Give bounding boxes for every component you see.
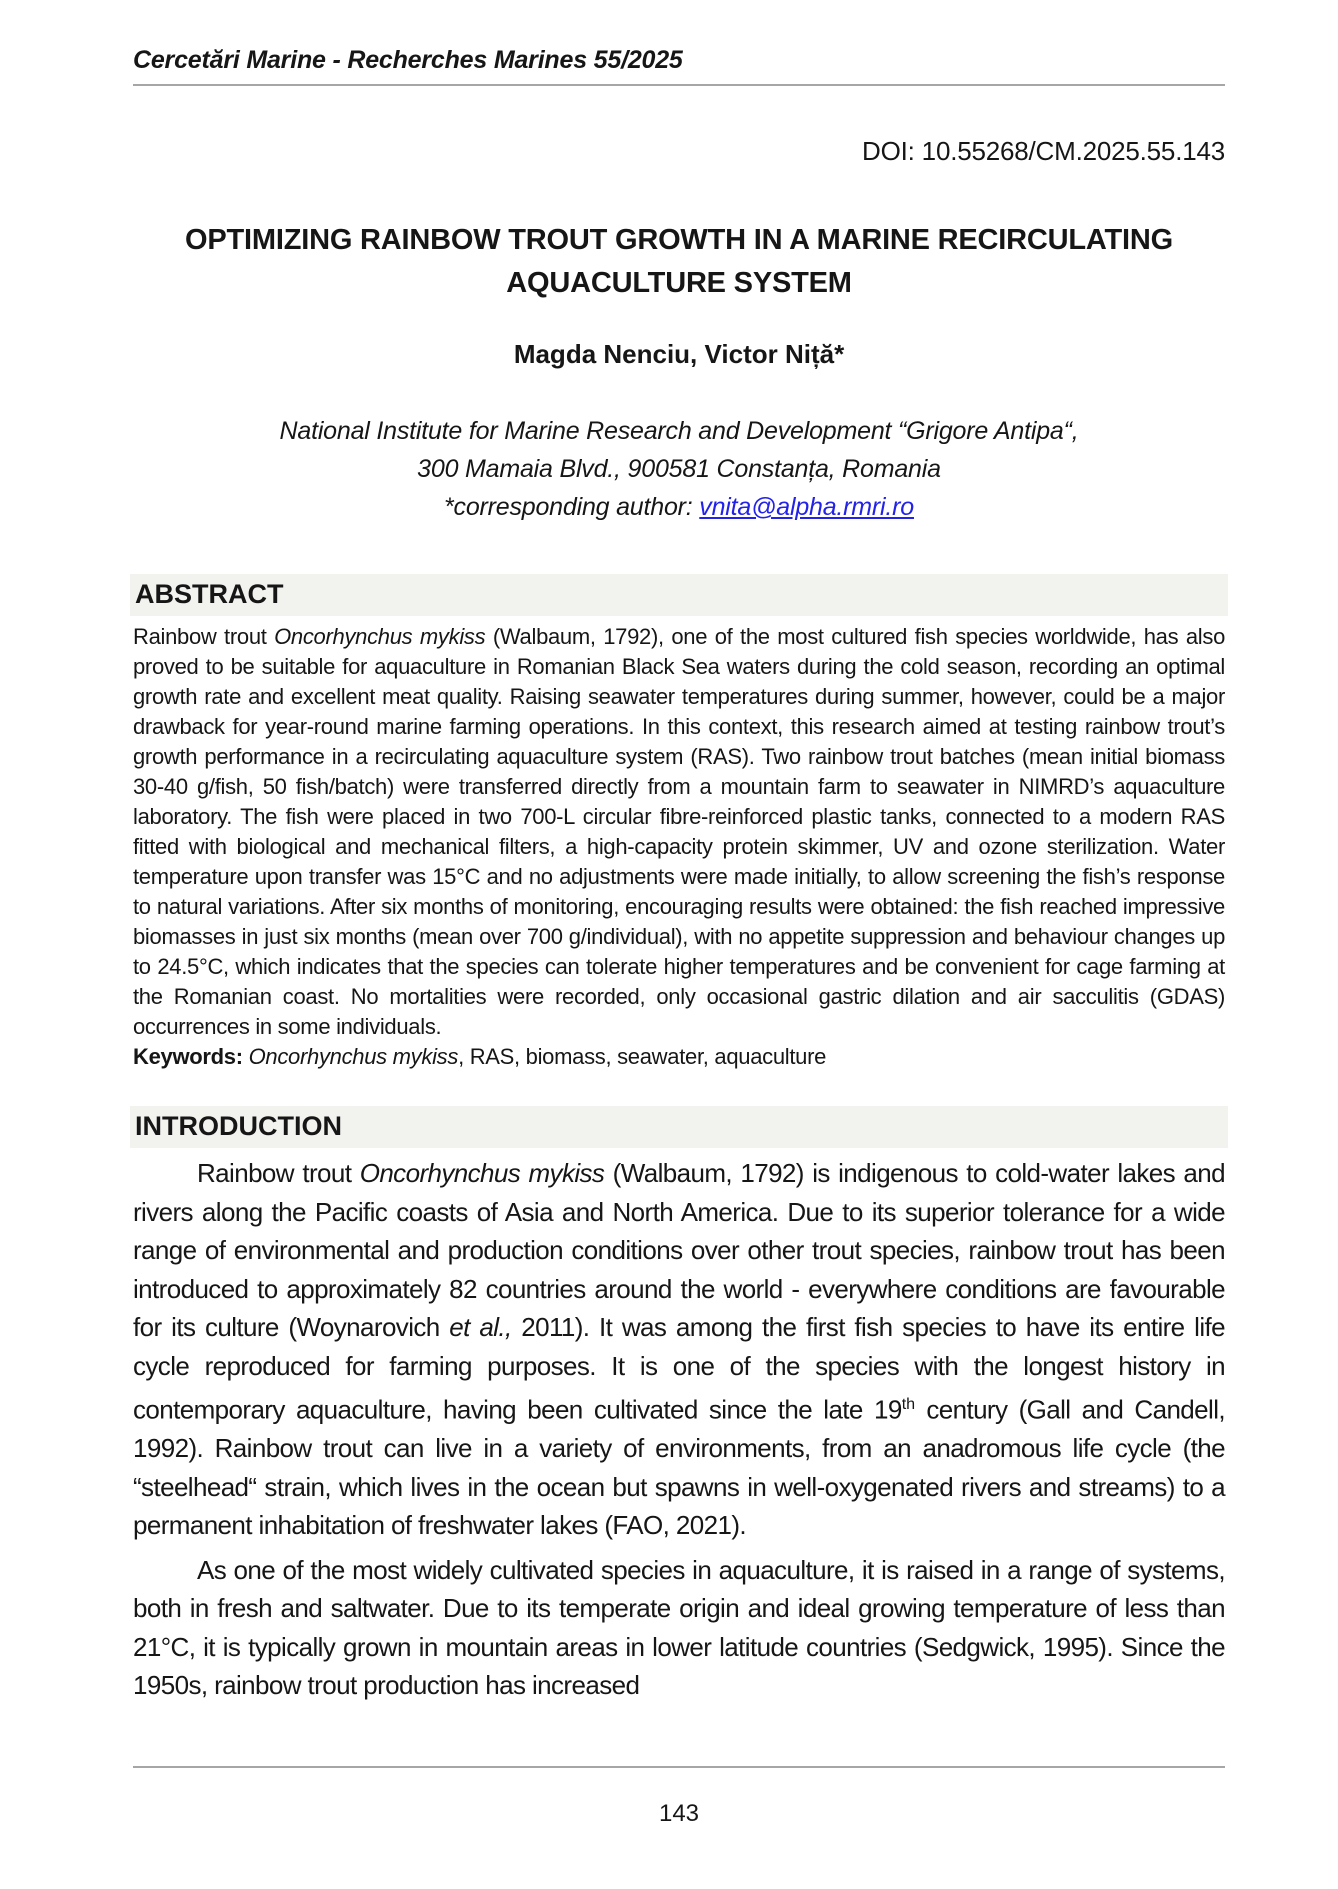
intro-paragraph-1: Rainbow trout Oncorhynchus mykiss (Walbaum, 1792) is indigenous to cold-water lakes and rivers along the Pacific coasts of Asia and North America. Due to its superior tolerance for a wide range of environmental and production conditions over other trout species, rainbow trout has been introduced to approximately 82 countries around the world - everywhere conditions are favourable for its culture (Woynarovich et al., 2011). It was among the first fish species to have its entire life cycle reproduced for farming purposes. It is one of the species with the longest history in contemporary aquaculture, having been cultivated since the late 19th century (Gall and Candell, 1992). Rainbow trout can live in a variety of environments, from an anadromous life cycle (the “steelhead“ strain, which lives in the ocean but spawns in well-oxygenated rivers and streams) to a permanent inhabitation of freshwater lakes (FAO, 2021). <box>133 1158 1225 1541</box>
intro-paragraph-2: As one of the most widely cultivated species in aquaculture, it is raised in a range of systems, both in fresh and saltwater. Due to its temperate origin and ideal growing temperature of less than 21°C, it is typically grown in mountain areas in lower latitude countries (Sedgwick, 1995). Since the 1950s, rainbow trout production has increased <box>133 1554 1225 1701</box>
abstract-section <box>133 574 1225 1072</box>
page-header <box>133 46 1225 86</box>
abstract-heading: ABSTRACT <box>130 574 1228 616</box>
affiliation-line-2: 300 Mamaia Blvd., 900581 Constanța, Romania <box>417 455 941 483</box>
affiliation-block <box>133 412 1225 526</box>
doi-line: DOI: 10.55268/CM.2025.55.143 <box>862 136 1225 166</box>
page-number: 143 <box>658 1800 700 1827</box>
abstract-text: Rainbow trout Oncorhynchus mykiss (Walbaum, 1792), one of the most cultured fish species worldwide, has also proved to be suitable for aquaculture in Romanian Black Sea waters during the cold season, recording an optimal growth rate and excellent meat quality. Raising seawater temperatures during summer, however, could be a major drawback for year-round marine farming operations. In this context, this research aimed at testing rainbow trout’s growth performance in a recirculating aquaculture system (RAS). Two rainbow trout batches (mean initial biomass 30-40 g/fish, 50 fish/batch) were transferred directly from a mountain farm to seawater in NIMRD’s aquaculture laboratory. The fish were placed in two 700-L circular fibre-reinforced plastic tanks, connected to a modern RAS fitted with biological and mechanical filters, a high-capacity protein skimmer, UV and ozone sterilization. Water temperature upon transfer was 15°C and no adjustments were made initially, to allow screening the fish’s response to natural variations. After six months of monitoring, encouraging results were obtained: the fish reached impressive biomasses in just six months (mean over 700 g/individual), with no appetite suppression and behaviour changes up to 24.5°C, which indicates that the species can tolerate higher temperatures and be convenient for cage farming at the Romanian coast. No mortalities were recorded, only occasional gastric dilation and air sacculitis (GDAS) occurrences in some individuals. <box>133 624 1226 1039</box>
article-title: OPTIMIZING RAINBOW TROUT GROWTH IN A MARINE RECIRCULATING AQUACULTURE SYSTEM <box>185 224 1173 299</box>
journal-title: Cercetări Marine - Recherches Marines 55/2025 <box>133 46 683 74</box>
introduction-heading: INTRODUCTION <box>130 1106 1228 1148</box>
corresponding-author-label: *corresponding author: <box>443 493 700 521</box>
affiliation-line-1: National Institute for Marine Research and Development “Grigore Antipa“, <box>279 417 1079 445</box>
footer-rule <box>133 1766 1225 1768</box>
introduction-section <box>133 1106 1225 1705</box>
corresponding-author-line <box>133 488 1225 526</box>
email-link[interactable]: vnita@alpha.rmri.ro <box>699 493 914 521</box>
keywords-line: Keywords: Oncorhynchus mykiss, RAS, biomass, seawater, aquaculture <box>133 1044 827 1069</box>
article-authors: Magda Nenciu, Victor Niță* <box>513 339 845 369</box>
page-footer <box>133 1766 1225 1828</box>
